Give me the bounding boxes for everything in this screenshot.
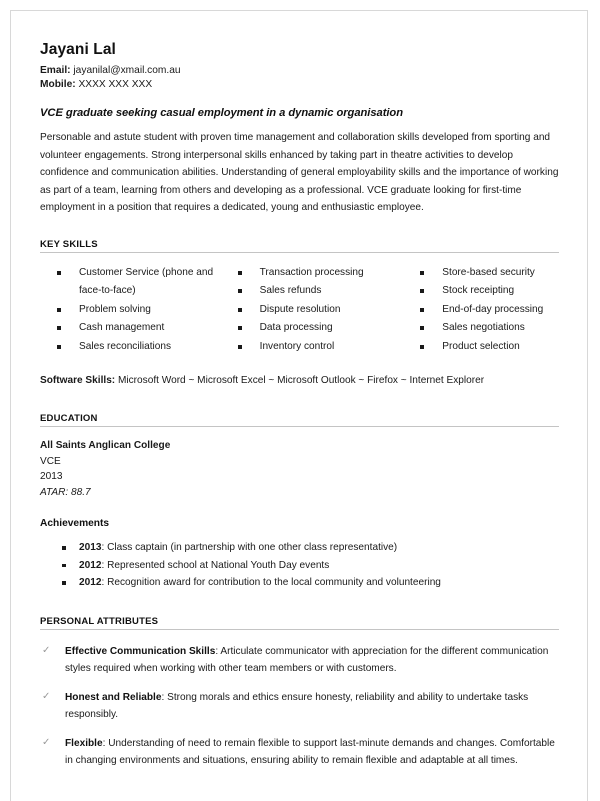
software-skills-line	[40, 373, 559, 389]
key-skills-column-3	[419, 264, 559, 357]
achievement-year: 2012	[79, 559, 102, 571]
skill-item	[57, 338, 235, 357]
square-bullet-icon	[238, 326, 242, 330]
square-bullet-icon	[238, 289, 242, 293]
skill-label: Sales refunds	[259, 285, 322, 296]
attribute-item	[40, 643, 559, 678]
skill-label: Store-based security	[442, 266, 535, 278]
square-bullet-icon	[62, 564, 66, 568]
skill-item	[420, 301, 559, 320]
achievements-heading: Achievements	[40, 518, 110, 529]
mobile-value: XXXX XXX XXX	[78, 79, 153, 90]
email-label: Email:	[40, 65, 71, 76]
resume-content	[11, 11, 587, 801]
skill-label: Customer Service (phone and face-to-face)	[79, 266, 214, 296]
section-heading-personal-attributes: PERSONAL ATTRIBUTES	[40, 616, 559, 630]
skill-label: Stock receipting	[442, 285, 515, 296]
check-icon: ✓	[42, 736, 51, 748]
key-skills-columns	[40, 264, 559, 357]
profile-summary: Personable and astute student with proven time management and collaboration skills developed from sporting and volunteer engagements. Strong interpersonal skills enhanced by taking part in theatre activities to develop confidence and communication abilities. Understanding of general employability skills and the importance of working as part of a team, learning from others and developing as a professional. VCE graduate looking for first-time employment in a position that requires a dedicated, young and enthusiastic employee.	[40, 132, 559, 213]
attribute-lead: Effective Communication Skills	[65, 645, 216, 657]
personal-attributes-list	[40, 643, 559, 770]
skill-label: Cash management	[79, 322, 165, 333]
achievement-text: : Class captain (in partnership with one other class representative)	[101, 542, 398, 553]
achievement-year: 2013	[79, 542, 102, 553]
achievement-item	[40, 539, 559, 557]
skill-label: Dispute resolution	[259, 303, 341, 315]
achievement-year: 2012	[79, 577, 102, 588]
email-line	[40, 64, 559, 78]
skill-label: End-of-day processing	[442, 303, 544, 315]
check-icon: ✓	[42, 690, 51, 702]
square-bullet-icon	[420, 271, 424, 275]
mobile-line	[40, 78, 559, 92]
education-school: All Saints Anglican College	[40, 440, 171, 451]
achievements-list	[40, 539, 559, 592]
key-skills-column-2	[235, 264, 420, 357]
attribute-lead: Flexible	[65, 737, 103, 749]
square-bullet-icon	[420, 345, 424, 349]
software-skills-label: Software Skills:	[40, 375, 116, 386]
square-bullet-icon	[238, 308, 242, 312]
email-value: jayanilal@xmail.com.au	[73, 65, 181, 76]
attribute-item	[40, 689, 559, 724]
square-bullet-icon	[62, 546, 66, 550]
square-bullet-icon	[238, 345, 242, 349]
attribute-text: : Articulate communicator with appreciation for the different communication styles required when working with other team members or with customers.	[65, 645, 549, 674]
objective-headline: VCE graduate seeking casual employment in a dynamic organisation	[40, 107, 403, 119]
square-bullet-icon	[57, 271, 61, 275]
skill-item	[420, 264, 559, 283]
candidate-name: Jayani Lal	[40, 41, 116, 58]
attribute-item	[40, 735, 559, 770]
skill-item	[238, 319, 420, 338]
education-year: 2013	[40, 471, 63, 482]
skill-item	[238, 282, 420, 301]
skill-item	[420, 282, 559, 301]
resume-page	[10, 10, 588, 801]
skill-item	[238, 301, 420, 320]
square-bullet-icon	[420, 326, 424, 330]
square-bullet-icon	[420, 289, 424, 293]
attribute-lead: Honest and Reliable	[65, 691, 162, 703]
skill-item	[57, 301, 235, 320]
skill-item	[57, 264, 235, 301]
resume-header	[40, 41, 559, 92]
skill-item	[420, 338, 559, 357]
square-bullet-icon	[62, 581, 66, 585]
attribute-text: : Understanding of need to remain flexible to support last-minute demands and changes. Comfortable in changing environments and situations, ensuring ability to remain flexible and adaptable at all times.	[65, 737, 555, 766]
software-skills-value: Microsoft Word ~ Microsoft Excel ~ Microsoft Outlook ~ Firefox ~ Internet Explorer	[117, 375, 485, 386]
skill-item	[420, 319, 559, 338]
section-heading-education: EDUCATION	[40, 413, 559, 427]
skill-item	[57, 319, 235, 338]
square-bullet-icon	[420, 308, 424, 312]
check-icon: ✓	[42, 644, 51, 656]
skill-label: Inventory control	[259, 340, 335, 352]
achievement-text: : Represented school at National Youth Day events	[101, 559, 330, 571]
skill-label: Product selection	[442, 340, 520, 352]
education-qualification: VCE	[40, 455, 61, 467]
achievement-item	[40, 557, 559, 575]
mobile-label: Mobile:	[40, 79, 76, 90]
skill-label: Sales negotiations	[442, 322, 525, 333]
skill-label: Sales reconciliations	[79, 340, 172, 352]
skill-label: Transaction processing	[259, 266, 364, 278]
skill-label: Problem solving	[79, 303, 151, 315]
square-bullet-icon	[57, 345, 61, 349]
section-heading-key-skills: KEY SKILLS	[40, 239, 559, 253]
skill-label: Data processing	[259, 322, 333, 333]
square-bullet-icon	[57, 326, 61, 330]
attribute-text: : Strong morals and ethics ensure honesty, reliability and ability to undertake tasks responsibly.	[65, 691, 529, 720]
skill-item	[238, 338, 420, 357]
achievement-text: : Recognition award for contribution to the local community and volunteering	[101, 577, 441, 588]
square-bullet-icon	[238, 271, 242, 275]
achievement-item	[40, 574, 559, 592]
education-atar: ATAR: 88.7	[40, 486, 91, 498]
key-skills-column-1	[40, 264, 235, 357]
square-bullet-icon	[57, 308, 61, 312]
education-entry	[40, 438, 559, 500]
skill-item	[238, 264, 420, 283]
